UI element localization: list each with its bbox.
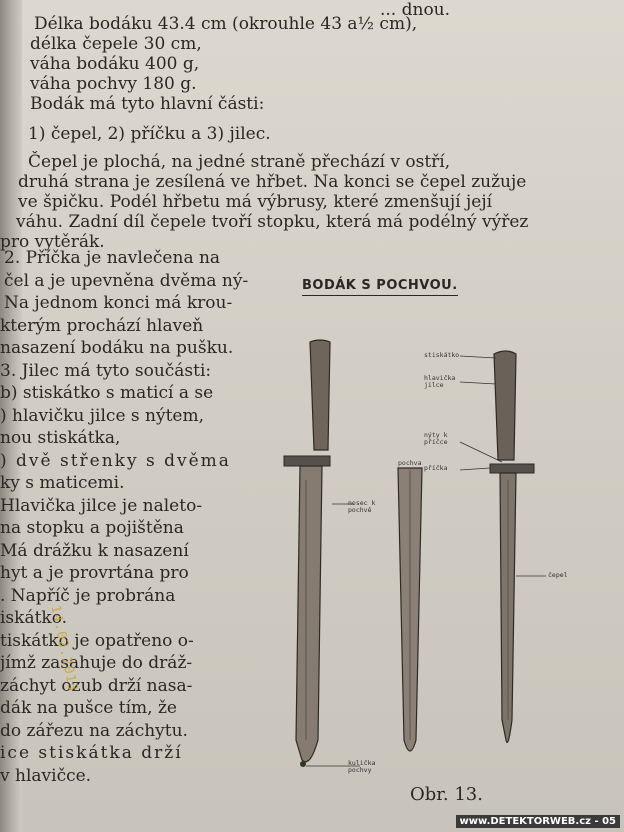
bayonet (490, 351, 534, 743)
label-nyty: nýty k příčce (424, 431, 448, 446)
left-column-line: jímž zasahuje do dráž- (0, 653, 193, 673)
left-column-line: nou stiskátka, (0, 428, 121, 448)
left-column-line: Na jednom konci má krou- (4, 293, 233, 313)
left-column-line: nasazení bodáku na pušku. (0, 338, 234, 358)
text-line: Čepel je plochá, na jedné straně přechází v ostří, (28, 152, 451, 172)
text-line: Délka bodáku 43.4 cm (okrouhle 43 a½ cm), (34, 14, 418, 34)
left-column-line: iskátko. (0, 608, 68, 628)
label-stiskatko: stiskátko (424, 351, 460, 359)
label-kulicka: kulička pochvy (348, 759, 376, 774)
text-line: váha pochvy 180 g. (30, 74, 197, 94)
left-column-line: kterým prochází hlaveň (0, 315, 204, 336)
watermark: www.DETEKTORWEB.cz - 05 (456, 815, 621, 828)
text-line: váhu. Zadní díl čepele tvoří stopku, která má podélný výřez (16, 212, 529, 232)
left-column-line: záchyt ozub drží nasa- (0, 675, 193, 696)
label-cepel: čepel (548, 571, 568, 579)
text-line: ... dnou. (380, 0, 451, 20)
scabbard (398, 468, 422, 751)
label-nosec: nosec k pochvě (348, 499, 376, 514)
label-pochva: pochva (398, 459, 422, 467)
label-hlavicka: hlavička jilce (424, 374, 456, 389)
left-column-line: hyt a je provrtána pro (0, 563, 189, 583)
text-line: Bodák má tyto hlavní části: (30, 94, 265, 114)
text-line: 1) čepel, 2) příčku a 3) jilec. (28, 124, 271, 144)
left-column-line: do zářezu na záchytu. (0, 720, 188, 741)
left-column-line: ky s maticemi. (0, 473, 125, 493)
date-stamp: 14.02.2013 (47, 604, 81, 694)
bayonet-illustration (270, 320, 600, 780)
left-column-line: b) stiskátko s maticí a se (0, 383, 214, 403)
left-column-line: čel a je upevněna dvěma ný- (4, 270, 249, 291)
text-line: ve špičku. Podél hřbetu má výbrusy, které zmenšují její (18, 192, 493, 212)
left-column-line: . Napříč je probrána (0, 585, 176, 606)
text-line: druhá strana je zesílená ve hřbet. Na konci se čepel zužuje (18, 172, 527, 192)
left-column-line: ) dvě střenky s dvěma (0, 450, 231, 471)
bayonet-with-scabbard (284, 340, 330, 767)
text-line: váha bodáku 400 g, (30, 54, 200, 74)
left-column-line: tiskátko je opatřeno o- (0, 630, 194, 651)
left-column-line: v hlavičce. (0, 765, 92, 786)
left-column-line: ice stiskátka drží (0, 743, 183, 763)
left-column-line: 3. Jilec má tyto součásti: (0, 360, 212, 381)
left-column-line: dák na pušce tím, že (0, 698, 177, 718)
left-column-line: Má drážku k nasazení (0, 540, 189, 561)
left-column-line: Hlavička jilce je naleto- (0, 495, 203, 516)
text-line: délka čepele 30 cm, (30, 34, 202, 54)
left-column-line: 2. Příčka je navlečena na (4, 248, 221, 268)
label-pricka: příčka (424, 464, 448, 472)
left-column-line: na stopku a pojištěna (0, 518, 184, 538)
text-line: pro vytěrák. (0, 232, 105, 252)
figure-title: BODÁK S POCHVOU. (302, 278, 458, 296)
figure-caption: Obr. 13. (410, 784, 483, 805)
left-column-line: ) hlavičku jilce s nýtem, (0, 405, 204, 426)
